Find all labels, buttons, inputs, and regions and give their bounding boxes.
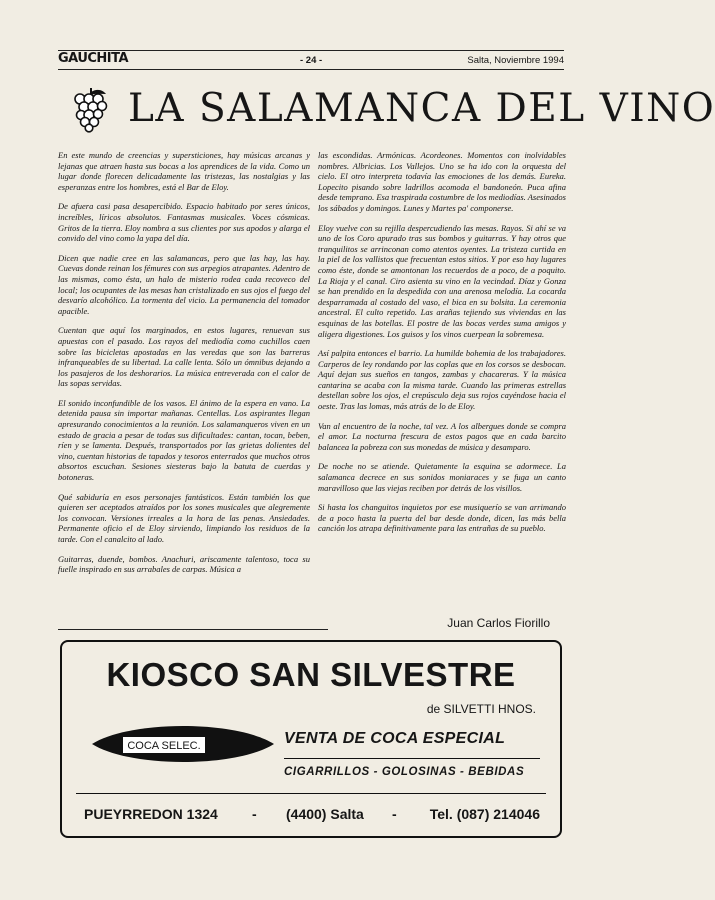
paragraph: El sonido inconfundible de los vasos. El ánimo de la espera en vano. La detenida pausa sin importar mañanas. Centellas. Los aspirantes llegan apresurando conocimientos a la reunión. Los salamanqueros viven en un estado de gracia a pesar de todas sus dificultades: cantan, tocan, beben, ríen y se lamenta. Después, transportados por las grietas dolientes del vino, cuentan historias de tapados y tesoros enterrados que muchos otros absortos escuchan. Sesiones siesteras bajo la batuta de cuerdas y botoneras.	[58, 397, 310, 483]
article-title: LA SALAMANCA DEL VINO	[128, 86, 715, 131]
ad-address: PUEYRREDON 1324	[84, 806, 218, 822]
paragraph: Van al encuentro de la noche, tal vez. A los albergues donde se compra el amor. La nocturna frescura de estos pagos que en cada barcito balancea la pobreza con sus monedas de música y desamparo.	[318, 420, 566, 452]
paragraph: las escondidas. Armónicas. Acordeones. Momentos con inolvidables nombres. Albricias. Los Vallejos. Uno se ha ido con la orquesta del cielo. El otro interpreta todavía las emociones de los demás. Eureka. Lopecito pisando sobre ladrillos acomoda el bandoneón. Puca afina desde temprano. Esa traspirada costumbre de los mediodías. Asesinados los sábados y domingos. Lunes y Martes pa' componerse.	[318, 150, 566, 213]
page-number: - 24 -	[300, 55, 323, 66]
header-bottom-rule	[58, 69, 564, 70]
ad-phone: Tel. (087) 214046	[429, 806, 540, 822]
paragraph: Qué sabiduría en esos personajes fantásticos. Están también los que quieren ser aceptados atraídos por los sones musicales que alegremente los convocan. Versiones irreales a la hora de las penas. Ansiedades. Permanente oficio el de Eloy sirviendo, limpiando los residuos de la tarde. Con el canalcito al lado.	[58, 491, 310, 544]
ad-footer-rule	[76, 793, 546, 794]
header-top-rule	[58, 50, 564, 51]
paragraph: Cuentan que aquí los marginados, en estos lugares, renuevan sus apuestas con el pasado. Los rayos del mediodía como cuchillos caen sobre las bicicletas apostadas en las veredas que son las barreras infranqueables de su libertad. La calle lenta. Sólo un ómnibus dejando a los pasajeros de los deshorarios. La música entreverada con el calor de las sopas servidas.	[58, 325, 310, 389]
ad-separator: -	[252, 806, 257, 822]
page-header	[58, 50, 564, 70]
author-rule	[58, 629, 328, 630]
ad-city: (4400) Salta	[286, 806, 364, 822]
article-title-block	[70, 84, 715, 134]
magazine-logo: GAUCHITA	[58, 51, 129, 66]
paragraph: Si hasta los changuitos inquietos por ese musiquerío se van arrimando de a poco hasta la puerta del bar desde donde, dicen, las más bella canción los atrapa definitivamente para las entrañas de su pueblo.	[318, 502, 566, 534]
article-author: Juan Carlos Fiorillo	[447, 616, 550, 630]
ad-badge-label: COCA SELEC.	[122, 736, 206, 754]
paragraph: De afuera casi pasa desapercibido. Espacio habitado por seres únicos, increíbles, líricos absolutos. Fantasmas musicales. Voces cósmicas. Gritos de la tierra. Eloy nombra a sus clientes por sus apodos y alarga el convido del vino como la yapa del día.	[58, 201, 310, 244]
ad-owner: de SILVETTI HNOS.	[426, 702, 536, 716]
article-column-left	[58, 150, 310, 584]
article-column-right	[318, 150, 566, 543]
ad-divider	[284, 758, 540, 759]
paragraph: En este mundo de creencias y supersticiones, hay músicas arcanas y lejanas que atraen hasta sus bocas a los aprendices de la vida. Como un lugar donde florecen delicadamente las tristezas, las nostalgias y las esperanzas entre los hombres, está el Bar de Eloy.	[58, 150, 310, 192]
paragraph: Eloy vuelve con su rejilla despercudiendo las mesas. Rayos. Si ahí se va uno de los Coro apurado tras sus bombos y guitarras. Y hay otros que tranquilitos se arrinconan como atentos oyentes. La tristeza curtida en la piel de los vallistos que frecuentan estos sitios. Y por eso hay lugares como éste, donde se amontonan los recuerdos de a poco, de a poquito. La Rioja y el canal. Ciro asienta su vino en la vecindad. Díaz y Gonza se han prendido en la despedida con una arenosa melodía. La cocarda desparramada al costado del vaso, el bica en su bolsita. La ceremonia ancestral. El culto repetido. Las arañas tejiendo sus viviendas en las esquinas de las botellas. El postre de las bocas verdes suma amigos y aligera digestiones. Los guisos y los vinos cuerpean la sobremesa.	[318, 222, 566, 339]
ad-headline: VENTA DE COCA ESPECIAL	[284, 730, 506, 747]
paragraph: De noche no se atiende. Quietamente la esquina se adormece. La salamanca decrece en sus sonidos moniaraces y se fuga un canto maravilloso que las viejas reciben por detrás de los visillos.	[318, 461, 566, 493]
paragraph: Dicen que nadie cree en las salamancas, pero que las hay, las hay. Cuevas donde reinan los fémures con sus arpegios atrapantes. Adentro de las mismas, como ésta, un halo de misterio rodea cada recoveco del local; los ocupantes de las mesas han cristalizado en sus ojos el fuego del desvarío alcohólico. La tormenta del vicio. La permanencia del tomador apacible.	[58, 252, 310, 316]
advertisement-box	[60, 640, 562, 838]
paragraph: Así palpita entonces el barrio. La humilde bohemia de los trabajadores. Carperos de ley rondando por las coplas que en los corsos se desbocan. Aquí dejan sus sueños en tangos, zambas y chacareras. Y la música cantarina se acaba con la misma tarde. Cuando las primeras estrellas destellan sobre los ojos, el crepúsculo deja sus rojos cayéndose hacia el oeste. Tras las lomas, más atrás de lo de Eloy.	[318, 348, 566, 412]
ad-business-name: KIOSCO SAN SILVESTRE	[106, 656, 516, 693]
issue-date: Salta, Noviembre 1994	[467, 55, 564, 66]
ad-products: CIGARRILLOS - GOLOSINAS - BEBIDAS	[284, 766, 525, 778]
ad-separator: -	[392, 806, 397, 822]
paragraph: Guitarras, duende, bombos. Anachuri, ariscamente talentoso, toca su fuelle inspirado en sus arrabales de carpas. Música a	[58, 553, 310, 575]
grapes-icon	[72, 86, 110, 132]
